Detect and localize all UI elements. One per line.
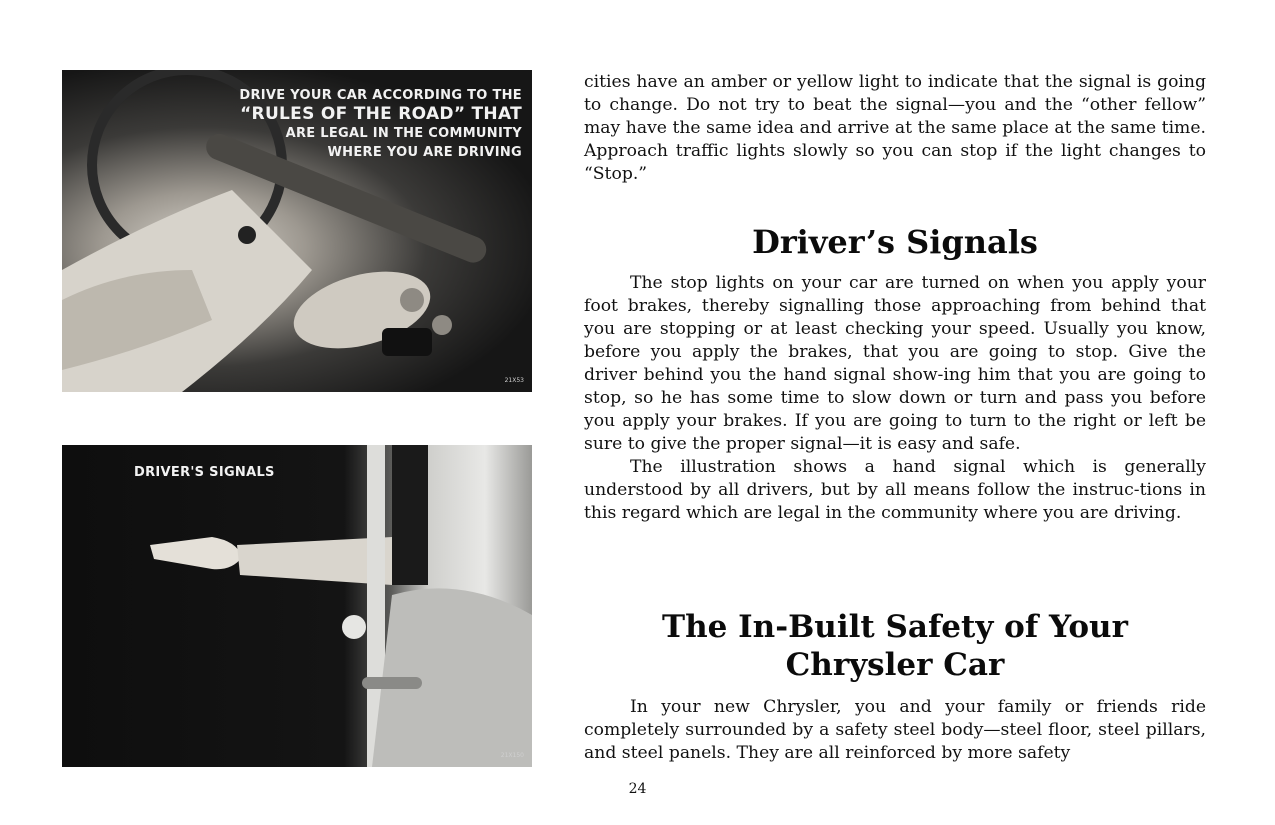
- intro-paragraph-block: [584, 71, 1206, 186]
- photo-driving-controls: [62, 70, 532, 392]
- drivers-signals-body: [584, 272, 1206, 525]
- safety-body: [584, 696, 1206, 765]
- photo-hand-signal: [62, 445, 532, 767]
- photo-number: 21X53: [504, 377, 524, 384]
- photo-hand-signal-illustration: [62, 445, 532, 767]
- caption-line-emphasis: “RULES OF THE ROAD” THAT: [240, 104, 522, 124]
- heading-safety-line1: The In-Built Safety of Your: [662, 609, 1128, 645]
- caption-line: DRIVE YOUR CAR ACCORDING TO THE: [239, 88, 522, 103]
- paragraph-stop-lights: The stop lights on your car are turned on when you apply your foot brakes, thereby signalling those approaching from behind that you are stopping or at least checking your speed. Usually you know, before you apply the brakes, that you are going to stop. Give the driver behind you the hand signal show-ing him that you are going to stop, so he has some time to slow down or turn and pass you before you apply your brakes. If you are going to turn to the right or left be sure to give the proper signal—it is easy and safe.: [584, 273, 1206, 454]
- photo-top-caption: [222, 86, 522, 162]
- photo-number: 21X150: [500, 752, 524, 759]
- page-number: 24: [628, 781, 647, 797]
- caption-line: WHERE YOU ARE DRIVING: [327, 145, 522, 160]
- heading-safety-block: [584, 608, 1206, 684]
- paragraph-safety: In your new Chrysler, you and your family or friends ride completely surrounded by a safety steel body—steel floor, steel pillars, and steel panels. They are all reinforced by more safety: [584, 697, 1206, 763]
- intro-paragraph: cities have an amber or yellow light to indicate that the signal is going to change. Do not try to beat the signal—you and the “other fellow” may have the same idea and arrive at the same place at the same time. Approach traffic lights slowly so you can stop if the light changes to “Stop.”: [584, 72, 1206, 184]
- paragraph-illustration: The illustration shows a hand signal which is generally understood by all drivers, but by all means follow the instruc-tions in this regard which are legal in the community where you are driving.: [584, 457, 1206, 523]
- photo-bottom-caption: DRIVER'S SIGNALS: [134, 465, 275, 480]
- heading-drivers-signals: Driver’s Signals: [752, 223, 1038, 261]
- heading-drivers-signals-block: [584, 222, 1206, 262]
- heading-safety-line2: Chrysler Car: [785, 647, 1005, 683]
- caption-line: ARE LEGAL IN THE COMMUNITY: [285, 126, 522, 141]
